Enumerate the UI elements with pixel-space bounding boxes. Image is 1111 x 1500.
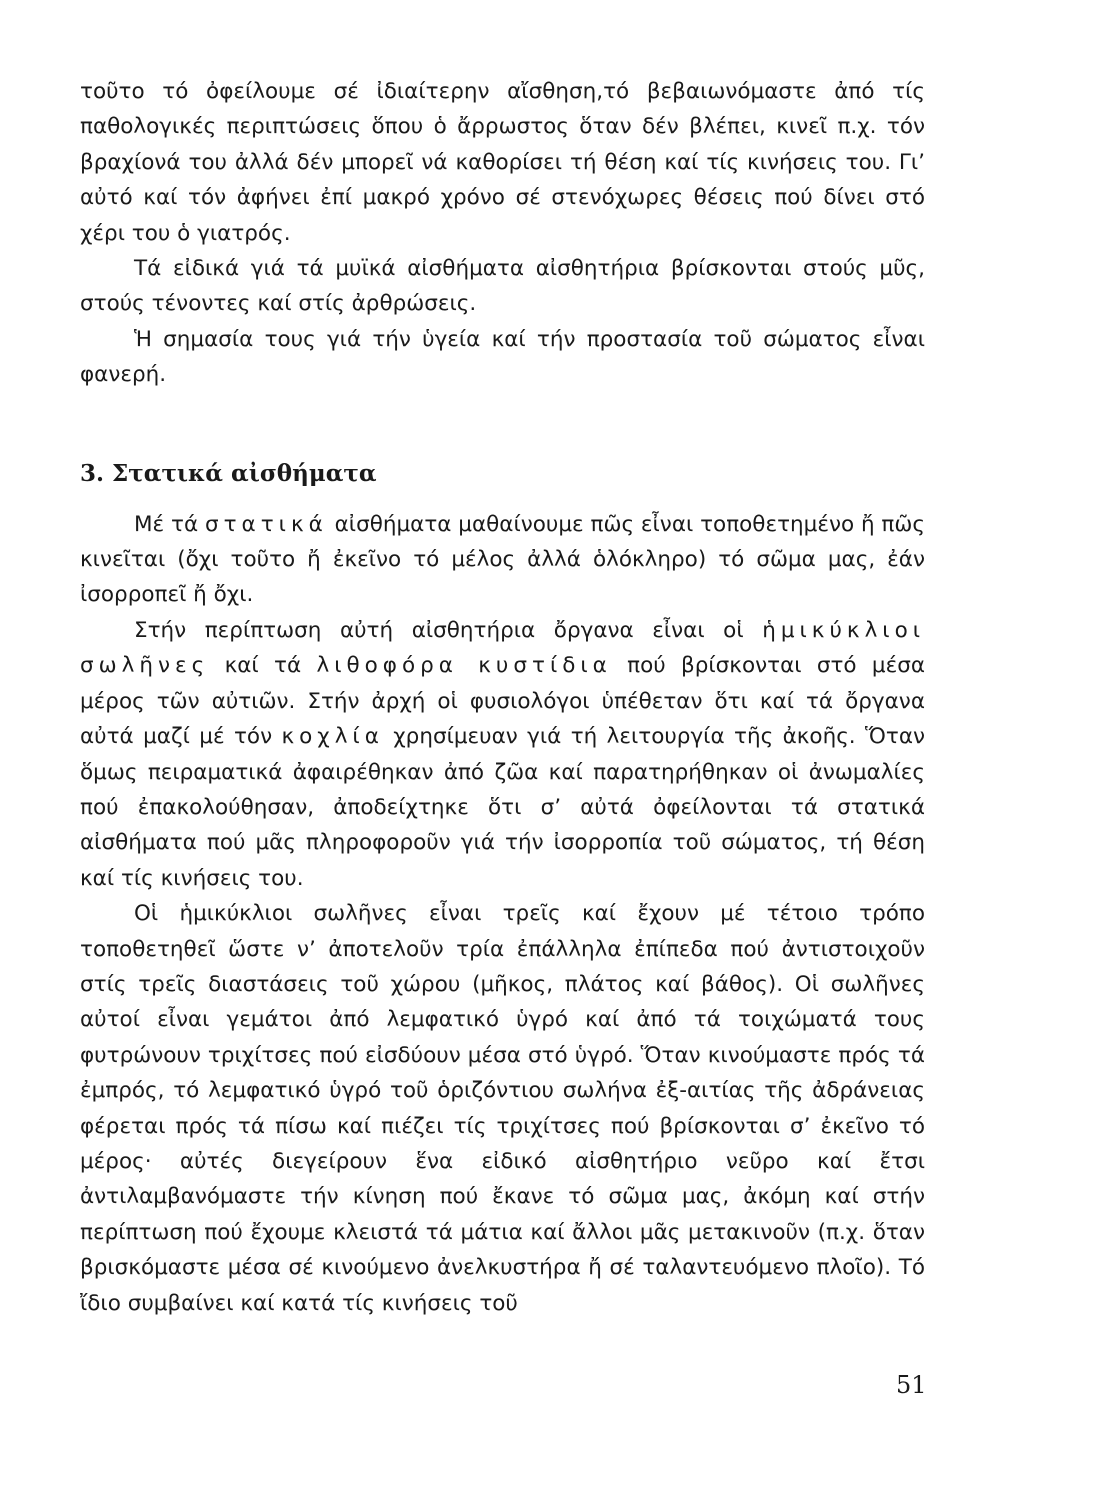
text-run: χρησίμευαν γιά τή λειτουργία τῆς ἀκοῆς. Ὅταν ὅμως πειραματικά ἀφαιρέθηκαν ἀπό ζῶα καί παρατηρήθηκαν οἱ ἀνωμαλίες πού ἐπακολούθησαν, ἀποδείχτηκε ὅτι σ’ αὐτά ὀφείλονται τά στατικά αἰσθήματα πού μᾶς πληροφοροῦν γιά τήν ἰσορροπία τοῦ σώματος, τή θέση καί τίς κινήσεις του. xyxy=(80,724,926,891)
paragraph-static-senses-definition xyxy=(80,507,925,613)
text-run: αἰσθήματα μαθαίνουμε πῶς εἶναι τοποθετημένο ἤ πῶς κινεῖται (ὄχι τοῦτο ἤ ἐκεῖνο τό μέλος ἀλλά ὁλόκληρο) τό σῶμα μας, ἐάν ἰσορροπεῖ ἤ ὄχι. xyxy=(80,511,925,608)
emphasis-otolith-organs: λιθοφόρα κυστίδια xyxy=(316,653,612,679)
text-run: πού βρίσκονται στό μέσα μέρος τῶν αὐτιῶν. Στήν ἀρχή οἱ φυσιολόγοι ὑπέθεταν ὅτι καί τά ὄργανα αὐτά μαζί μέ τόν xyxy=(80,653,926,750)
emphasis-semicircular-canals: ἡμικύκλιοι σωλῆνες xyxy=(80,617,925,679)
page-body xyxy=(80,74,925,1321)
paragraph-sense-organs xyxy=(80,613,925,896)
text-run: καί τά xyxy=(209,653,317,679)
page-number: 51 xyxy=(896,1371,927,1399)
paragraph-touch-pathology: τοῦτο τό ὀφείλουμε σέ ἰδιαίτερην αἴσθηση,τό βεβαιωνόμαστε ἀπό τίς παθολογικές περιπτώσεις ὅπου ὁ ἄρρωστος ὅταν δέν βλέπει, κινεῖ π.χ. τόν βραχίονά του ἀλλά δέν μπορεῖ νά καθορίσει τή θέση καί τίς κινήσεις του. Γι’ αὐτό καί τόν ἀφήνει ἐπί μακρό χρόνο σέ στενόχωρες θέσεις πού δίνει στό χέρι του ὁ γιατρός. xyxy=(80,79,925,246)
text-run: Μέ τά xyxy=(134,511,205,537)
paragraph-semicircular-canals: Οἱ ἡμικύκλιοι σωλῆνες εἶναι τρεῖς καί ἔχουν μέ τέτοιο τρόπο τοποθετηθεῖ ὥστε ν’ ἀποτελοῦν τρία ἐπάλληλα ἐπίπεδα πού ἀντιστοιχοῦν στίς τρεῖς διαστάσεις τοῦ χώρου (μῆκος, πλάτος καί βάθος). Οἱ σωλῆνες αὐτοί εἶναι γεμάτοι ἀπό λεμφατικό ὑγρό καί ἀπό τά τοιχώματά τους φυτρώνουν τριχίτσες πού εἰσδύουν μέσα στό ὑγρό. Ὅταν κινούμαστε πρός τά ἐμπρός, τό λεμφατικό ὑγρό τοῦ ὁριζόντιου σωλήνα ἐξ-αιτίας τῆς ἀδράνειας φέρεται πρός τά πίσω καί πιέζει τίς τριχίτσες πού βρίσκονται σ’ ἐκεῖνο τό μέρος· αὐτές διεγείρουν ἕνα εἰδικό αἰσθητήριο νεῦρο καί ἔτσι ἀντιλαμβανόμαστε τήν κίνηση πού ἔκανε τό σῶμα μας, ἀκόμη καί στήν περίπτωση πού ἔχουμε κλειστά τά μάτια καί ἄλλοι μᾶς μετακινοῦν (π.χ. ὅταν βρισκόμαστε μέσα σέ κινούμενο ἀνελκυστήρα ἤ σέ ταλαντευόμενο πλοῖο). Τό ἴδιο συμβαίνει καί κατά τίς κινήσεις τοῦ xyxy=(80,901,925,1316)
emphasis-cochlea: κοχλία xyxy=(281,724,384,750)
text-run: Στήν περίπτωση αὐτή αἰσθητήρια ὄργανα εἶναι οἱ xyxy=(134,617,763,643)
paragraph-muscle-sense-importance: Ἡ σημασία τους γιά τήν ὑγεία καί τήν προστασία τοῦ σώματος εἶναι φανερή. xyxy=(80,326,925,388)
section-spacer xyxy=(80,393,925,457)
paragraph-muscle-sense-receptors: Τά εἰδικά γιά τά μυϊκά αἰσθήματα αἰσθητήρια βρίσκονται στούς μῦς, στούς τένοντες καί στίς ἀρθρώσεις. xyxy=(80,256,925,317)
section-heading-static-senses: 3. Στατικά αἰσθήματα xyxy=(80,459,377,487)
emphasis-static: στατικά xyxy=(204,511,328,537)
